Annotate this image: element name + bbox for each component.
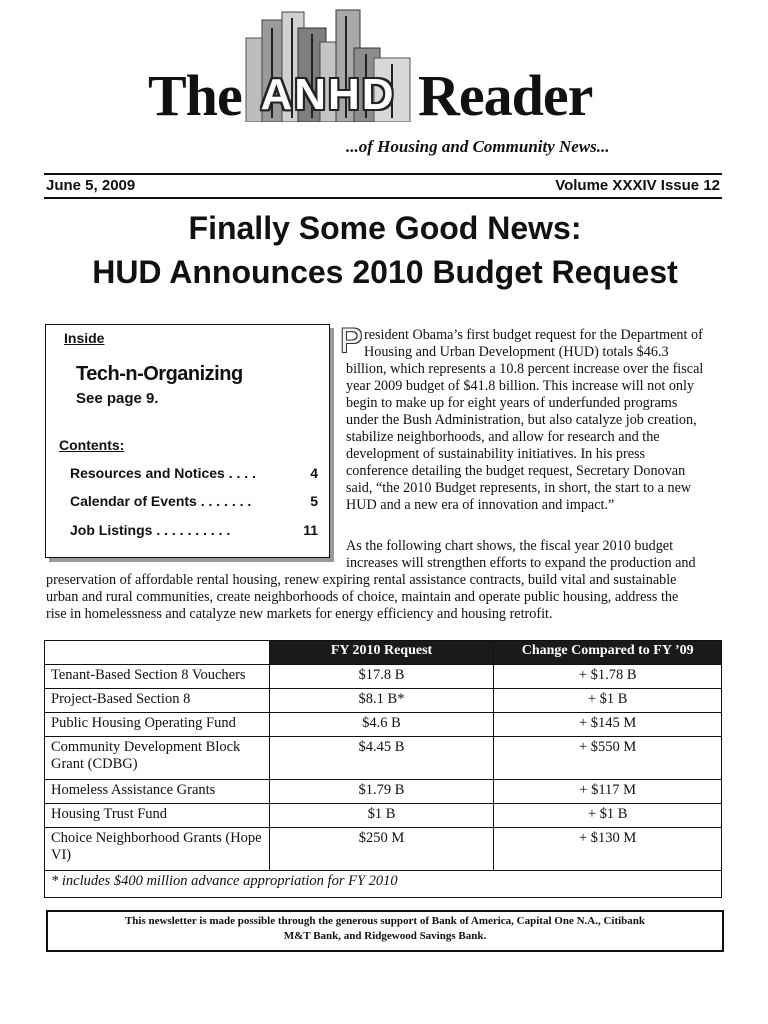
toc-item-page: 4 — [310, 465, 318, 481]
toc-item-title: Job Listings . . . . . . . . . . — [70, 522, 231, 538]
toc-item — [70, 493, 318, 509]
budget-table — [44, 640, 722, 898]
table-cell-change: + $130 M — [494, 828, 722, 871]
drop-cap: P — [340, 322, 363, 360]
issue-rule-bottom — [44, 197, 722, 199]
toc-item — [70, 522, 318, 538]
headline — [40, 206, 730, 294]
table-cell-program: Housing Trust Fund — [45, 804, 270, 828]
table-cell-change: + $550 M — [494, 737, 722, 780]
toc-item-page: 5 — [310, 493, 318, 509]
table-header-row — [45, 641, 722, 665]
sponsor-line-2: M&T Bank, and Ridgewood Savings Bank. — [283, 930, 487, 942]
table-cell-program: Homeless Assistance Grants — [45, 780, 270, 804]
table-header-change: Change Compared to FY ’09 — [494, 641, 722, 665]
article-line: development of sustainability initiatives. In his press — [346, 446, 646, 462]
table-cell-change: + $117 M — [494, 780, 722, 804]
sponsor-line-1: This newsletter is made possible through the generous support of Bank of America, Capital One N.A., Citibank — [124, 915, 646, 927]
table-cell-change: + $1 B — [494, 804, 722, 828]
article-line: conference detailing the budget request, Secretary Donovan — [346, 463, 686, 479]
masthead-tagline: ...of Housing and Community News... — [346, 137, 610, 156]
issue-rule-top — [44, 173, 722, 175]
toc-item — [70, 465, 318, 481]
table-cell-program: Community Development Block Grant (CDBG) — [45, 737, 270, 780]
table-header-request: FY 2010 Request — [269, 641, 494, 665]
issue-date: June 5, 2009 — [46, 177, 136, 194]
table-cell-request: $250 M — [269, 828, 494, 871]
table-cell-change: + $145 M — [494, 713, 722, 737]
article-line: under the Bush Administration, but also catalyze job creation, — [346, 412, 697, 428]
table-row — [45, 689, 722, 713]
contents-label: Contents: — [59, 437, 125, 453]
article-line: preservation of affordable rental housing, renew expiring rental assistance contracts, build vital and sustainable — [46, 572, 677, 588]
table-cell-program: Public Housing Operating Fund — [45, 713, 270, 737]
table-row — [45, 737, 722, 780]
table-footnote: * includes $400 million advance appropriation for FY 2010 — [45, 871, 722, 898]
toc-item-title: Calendar of Events . . . . . . . — [70, 493, 252, 509]
table-cell-program: Project-Based Section 8 — [45, 689, 270, 713]
sponsor-box — [46, 910, 724, 952]
masthead-title-anhd: ANHD — [260, 70, 396, 119]
article-line: HUD and a new era of innovation and impact.” — [346, 497, 615, 513]
toc-item-title: Resources and Notices . . . . — [70, 465, 256, 481]
article-line: stabilize neighborhoods, and allow for research and the — [346, 429, 660, 445]
masthead-title-the: The — [148, 63, 242, 128]
table-cell-change: + $1.78 B — [494, 665, 722, 689]
article-line: As the following chart shows, the fiscal year 2010 budget — [346, 538, 674, 554]
table-row — [45, 665, 722, 689]
table-cell-request: $17.8 B — [269, 665, 494, 689]
table-footnote-row — [45, 871, 722, 898]
table-cell-request: $1 B — [269, 804, 494, 828]
article-line: urban and rural communities, create neighborhoods of choice, maintain and operate public housing, address the — [46, 589, 679, 606]
article-line: rise in homelessness and catalyze new markets for energy efficiency and housing retrofit. — [46, 606, 553, 623]
inside-box — [45, 324, 330, 558]
table-cell-request: $4.6 B — [269, 713, 494, 737]
table-cell-request: $8.1 B* — [269, 689, 494, 713]
article-line: begin to make up for eight years of underfunded programs — [346, 395, 678, 411]
article-paragraph-full-width — [46, 572, 722, 624]
table-cell-program: Choice Neighborhood Grants (Hope VI) — [45, 828, 270, 871]
table-row — [45, 804, 722, 828]
inside-label: Inside — [64, 330, 105, 346]
article-line: billion, which represents a 10.8 percent increase over the fiscal — [346, 361, 704, 377]
article-line: Housing and Urban Development (HUD) totals $46.3 — [364, 344, 669, 360]
table-row — [45, 780, 722, 804]
table-cell-program: Tenant-Based Section 8 Vouchers — [45, 665, 270, 689]
article-line: said, “the 2010 Budget represents, in short, the start to a new — [346, 480, 692, 496]
masthead-title-reader: Reader — [418, 63, 593, 128]
masthead — [0, 0, 768, 170]
headline-line-1: Finally Some Good News: — [188, 210, 582, 246]
table-row — [45, 713, 722, 737]
article-line: year 2009 budget of $41.8 billion. This increase will not only — [346, 378, 695, 394]
table-cell-request: $1.79 B — [269, 780, 494, 804]
article-line: resident Obama’s first budget request for the Department of — [364, 327, 703, 343]
table-header-program — [45, 641, 270, 665]
feature-subtitle: See page 9. — [76, 390, 159, 407]
table-cell-change: + $1 B — [494, 689, 722, 713]
toc-item-page: 11 — [303, 522, 318, 538]
issue-volume: Volume XXXIV Issue 12 — [555, 177, 720, 194]
headline-line-2: HUD Announces 2010 Budget Request — [92, 254, 678, 290]
table-row — [45, 828, 722, 871]
table-cell-request: $4.45 B — [269, 737, 494, 780]
feature-title: Tech-n-Organizing — [76, 363, 243, 385]
article-line: increases will strengthen efforts to expand the production and — [346, 555, 696, 571]
